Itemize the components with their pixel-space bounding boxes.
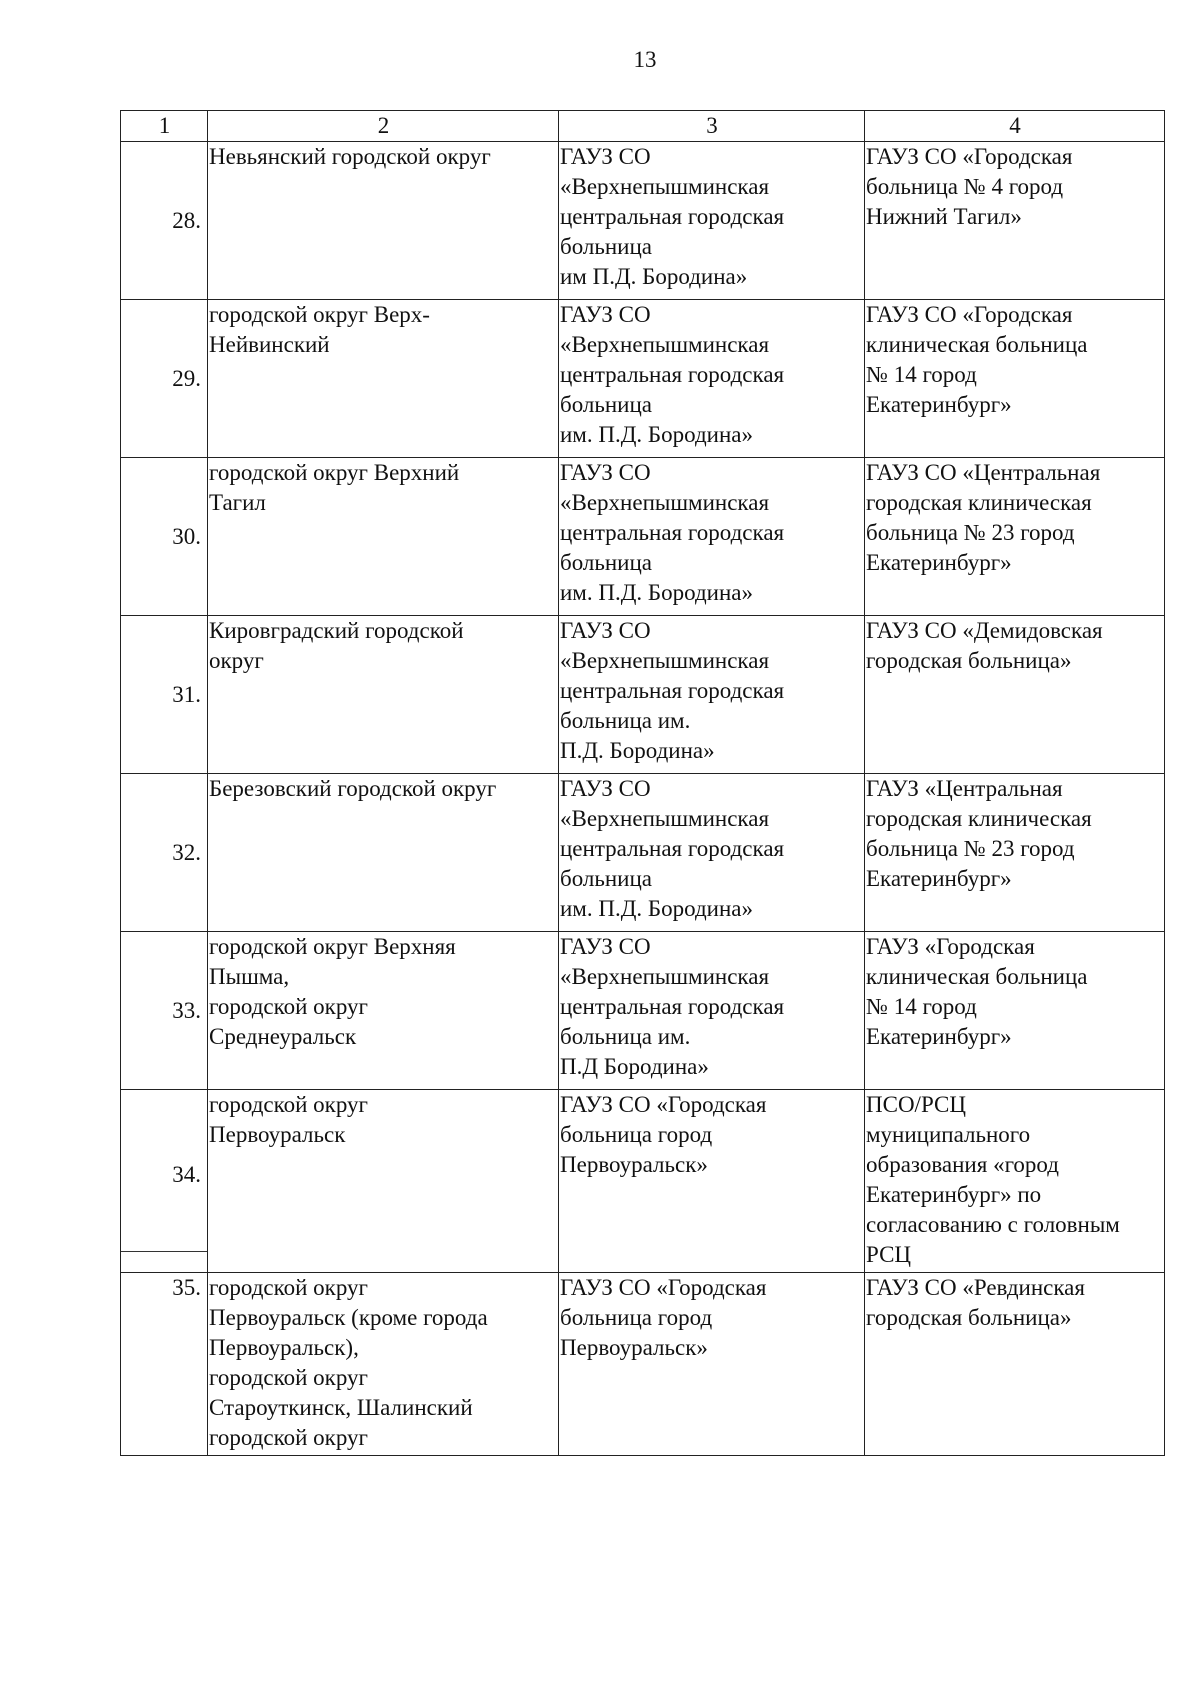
table-row bbox=[121, 774, 1165, 932]
row-number-text: 34. bbox=[172, 1162, 201, 1187]
cell-text-line: им. П.Д. Бородина» bbox=[560, 580, 753, 605]
page-number: 13 bbox=[633, 47, 657, 72]
cell-text-line: Екатеринбург» bbox=[866, 550, 1012, 575]
row-number: 32. bbox=[121, 774, 208, 932]
municipality-cell bbox=[208, 1273, 559, 1456]
cell-text-line: центральная городская bbox=[560, 204, 785, 229]
cell-text-line: Первоуральск» bbox=[560, 1152, 708, 1177]
cell-text-line: больница № 23 город bbox=[866, 520, 1075, 545]
cell-text-line: ГАУЗ «Городская bbox=[866, 934, 1035, 959]
municipality-cell bbox=[208, 774, 559, 932]
municipality-cell bbox=[208, 458, 559, 616]
cell-text-line: больница город bbox=[560, 1122, 713, 1147]
cell-text-line: муниципального bbox=[866, 1122, 1031, 1147]
table-row bbox=[121, 1090, 1165, 1273]
cell-text-line: центральная городская bbox=[560, 678, 785, 703]
cell-text-line: Первоуральск), bbox=[209, 1335, 359, 1360]
cell-text-line: больница город bbox=[560, 1305, 713, 1330]
routing-table bbox=[120, 110, 1165, 1456]
cell-text-line: № 14 город bbox=[866, 994, 977, 1019]
cell-text-line: Первоуральск» bbox=[560, 1335, 708, 1360]
row-number: 31. bbox=[121, 616, 208, 774]
cell-text-line: ГАУЗ «Центральная bbox=[866, 776, 1063, 801]
cell-text-line: Староуткинск, Шалинский bbox=[209, 1395, 473, 1420]
cell-text-line: «Верхнепышминская bbox=[560, 806, 770, 831]
cell-text-line: клиническая больница bbox=[866, 964, 1088, 989]
referral-hospital-cell bbox=[865, 1273, 1165, 1456]
cell-text-line: больница bbox=[560, 392, 652, 417]
cell-text-line: согласованию с головным bbox=[866, 1212, 1120, 1237]
primary-hospital-cell bbox=[559, 932, 865, 1090]
municipality-cell bbox=[208, 1090, 559, 1273]
cell-text-line: больница bbox=[560, 866, 652, 891]
cell-text-line: ГАУЗ СО «Городская bbox=[560, 1092, 767, 1117]
row-number: 35. bbox=[121, 1273, 208, 1456]
cell-text-line: РСЦ bbox=[866, 1242, 912, 1267]
cell-text-line: ГАУЗ СО «Ревдинская bbox=[866, 1275, 1085, 1300]
referral-hospital-cell bbox=[865, 458, 1165, 616]
primary-hospital-cell bbox=[559, 774, 865, 932]
cell-text-line: городская больница» bbox=[866, 648, 1072, 673]
primary-hospital-cell bbox=[559, 616, 865, 774]
primary-hospital-cell bbox=[559, 300, 865, 458]
cell-text-line: Екатеринбург» bbox=[866, 392, 1012, 417]
cell-text-line: Первоуральск (кроме города bbox=[209, 1305, 488, 1330]
cell-text-line: Среднеуральск bbox=[209, 1024, 357, 1049]
cell-text-line: ГАУЗ СО «Городская bbox=[560, 1275, 767, 1300]
cell-text-line: ГАУЗ СО bbox=[560, 302, 651, 327]
cell-text-line: городской округ bbox=[209, 1275, 368, 1300]
cell-text-line: городская клиническая bbox=[866, 490, 1092, 515]
cell-text-line: им. П.Д. Бородина» bbox=[560, 422, 753, 447]
cell-text-line: больница bbox=[560, 234, 652, 259]
header-col-4: 4 bbox=[865, 111, 1165, 142]
cell-text-line: Березовский городской округ bbox=[209, 776, 497, 801]
cell-text-line: ГАУЗ СО bbox=[560, 144, 651, 169]
referral-hospital-cell bbox=[865, 300, 1165, 458]
cell-text-line: № 14 город bbox=[866, 362, 977, 387]
cell-text-line: городской округ bbox=[209, 1365, 368, 1390]
table-row bbox=[121, 1273, 1165, 1456]
referral-hospital-cell bbox=[865, 1090, 1165, 1273]
cell-text-line: Нижний Тагил» bbox=[866, 204, 1022, 229]
cell-text-line: Екатеринбург» bbox=[866, 1024, 1012, 1049]
municipality-cell bbox=[208, 142, 559, 300]
row-number bbox=[121, 1090, 208, 1273]
cell-text-line: Кировградский городской bbox=[209, 618, 464, 643]
municipality-cell bbox=[208, 300, 559, 458]
cell-text-line: Нейвинский bbox=[209, 332, 330, 357]
cell-text-line: П.Д Бородина» bbox=[560, 1054, 709, 1079]
cell-text-line: городской округ bbox=[209, 1092, 368, 1117]
row-number: 33. bbox=[121, 932, 208, 1090]
cell-text-line: ГАУЗ СО «Центральная bbox=[866, 460, 1101, 485]
cell-text-line: «Верхнепышминская bbox=[560, 490, 770, 515]
cell-text-line: «Верхнепышминская bbox=[560, 648, 770, 673]
cell-text-line: городской округ bbox=[209, 1425, 368, 1450]
header-col-3: 3 bbox=[559, 111, 865, 142]
cell-text-line: городской округ Верхний bbox=[209, 460, 460, 485]
cell-text-line: Первоуральск bbox=[209, 1122, 346, 1147]
cell-text-line: Тагил bbox=[209, 490, 266, 515]
row-number: 29. bbox=[121, 300, 208, 458]
cell-text-line: городской округ bbox=[209, 994, 368, 1019]
cell-text-line: больница им. bbox=[560, 708, 691, 733]
cell-text-line: городской округ Верх- bbox=[209, 302, 430, 327]
header-col-1: 1 bbox=[121, 111, 208, 142]
table-row bbox=[121, 932, 1165, 1090]
cell-text-line: ГАУЗ СО «Демидовская bbox=[866, 618, 1103, 643]
cell-text-line: Пышма, bbox=[209, 964, 290, 989]
cell-text-line: округ bbox=[209, 648, 264, 673]
cell-text-line: «Верхнепышминская bbox=[560, 964, 770, 989]
cell-text-line: центральная городская bbox=[560, 520, 785, 545]
primary-hospital-cell bbox=[559, 1090, 865, 1273]
cell-text-line: центральная городская bbox=[560, 362, 785, 387]
cell-text-line: образования «город bbox=[866, 1152, 1059, 1177]
cell-text-line: больница № 23 город bbox=[866, 836, 1075, 861]
cell-text-line: ГАУЗ СО bbox=[560, 776, 651, 801]
cell-text-line: ПСО/РСЦ bbox=[866, 1092, 966, 1117]
cell-text-line: центральная городская bbox=[560, 836, 785, 861]
table-row bbox=[121, 616, 1165, 774]
table-row bbox=[121, 300, 1165, 458]
table-row bbox=[121, 142, 1165, 300]
cell-text-line: ГАУЗ СО bbox=[560, 618, 651, 643]
municipality-cell bbox=[208, 932, 559, 1090]
referral-hospital-cell bbox=[865, 616, 1165, 774]
primary-hospital-cell bbox=[559, 1273, 865, 1456]
cell-text-line: «Верхнепышминская bbox=[560, 332, 770, 357]
cell-text-line: центральная городская bbox=[560, 994, 785, 1019]
primary-hospital-cell bbox=[559, 142, 865, 300]
cell-text-line: больница им. bbox=[560, 1024, 691, 1049]
cell-text-line: П.Д. Бородина» bbox=[560, 738, 715, 763]
municipality-cell bbox=[208, 616, 559, 774]
cell-text-line: им П.Д. Бородина» bbox=[560, 264, 748, 289]
cell-text-line: клиническая больница bbox=[866, 332, 1088, 357]
cell-text-line: Невьянский городской округ bbox=[209, 144, 491, 169]
header-col-2: 2 bbox=[208, 111, 559, 142]
divider-line bbox=[121, 1251, 207, 1252]
cell-text-line: ГАУЗ СО bbox=[560, 934, 651, 959]
row-number: 30. bbox=[121, 458, 208, 616]
cell-text-line: больница № 4 город bbox=[866, 174, 1064, 199]
cell-text-line: городской округ Верхняя bbox=[209, 934, 456, 959]
referral-hospital-cell bbox=[865, 774, 1165, 932]
cell-text-line: городская клиническая bbox=[866, 806, 1092, 831]
cell-text-line: ГАУЗ СО «Городская bbox=[866, 302, 1073, 327]
table-row bbox=[121, 458, 1165, 616]
table-header-row bbox=[121, 111, 1165, 142]
cell-text-line: больница bbox=[560, 550, 652, 575]
row-number: 28. bbox=[121, 142, 208, 300]
cell-text-line: ГАУЗ СО «Городская bbox=[866, 144, 1073, 169]
referral-hospital-cell bbox=[865, 932, 1165, 1090]
referral-hospital-cell bbox=[865, 142, 1165, 300]
primary-hospital-cell bbox=[559, 458, 865, 616]
cell-text-line: Екатеринбург» bbox=[866, 866, 1012, 891]
cell-text-line: ГАУЗ СО bbox=[560, 460, 651, 485]
cell-text-line: Екатеринбург» по bbox=[866, 1182, 1042, 1207]
cell-text-line: им. П.Д. Бородина» bbox=[560, 896, 753, 921]
cell-text-line: «Верхнепышминская bbox=[560, 174, 770, 199]
cell-text-line: городская больница» bbox=[866, 1305, 1072, 1330]
